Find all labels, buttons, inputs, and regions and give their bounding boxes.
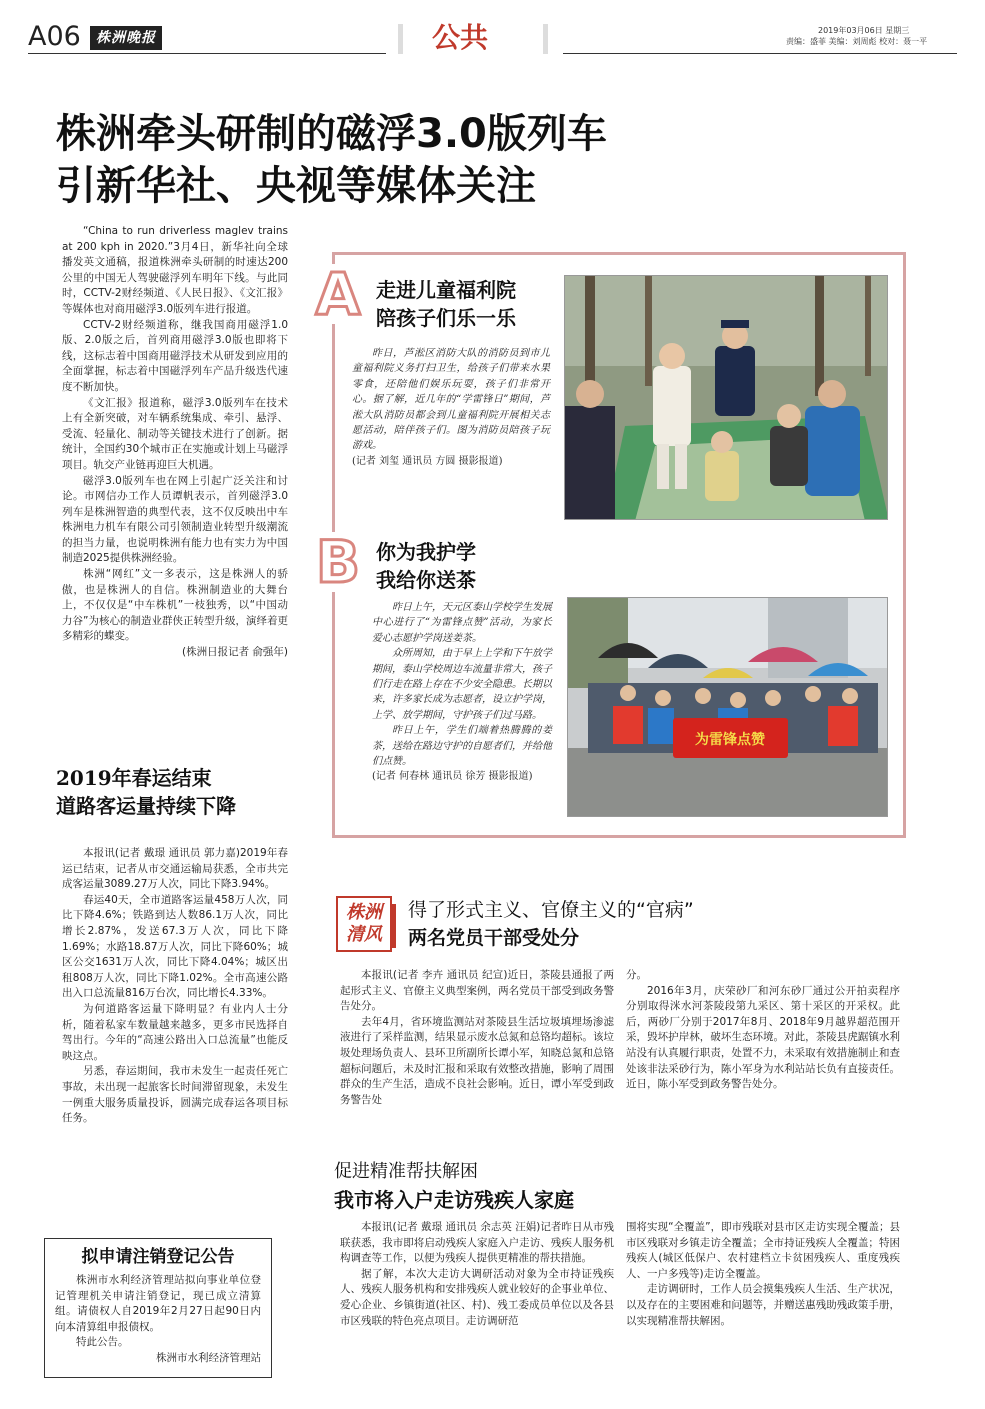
lead-paragraph: “China to run driverless maglev trains at 200 kph in 2020.”3月4日，新华社向全球播发英文通稿，报道株洲牵头研制的时速达200公里的中国无人驾驶磁浮列车明年下线。与此同时，CCTV-2财经频道、《人民日报》、《文汇报》等媒体也对商用磁浮3.0版列车进行报道。 <box>62 225 288 315</box>
qingfeng-badge-text: 株洲清风 <box>346 902 382 945</box>
notice-paragraph: 特此公告。 <box>76 1336 129 1349</box>
feature-b-photo-art <box>568 598 888 817</box>
feature-a-headline-line2: 陪孩子们乐一乐 <box>376 306 516 330</box>
header-divider-left <box>398 24 403 54</box>
feature-a-headline <box>376 276 516 332</box>
disabled-headline-line2: 我市将入户走访残疾人家庭 <box>334 1188 574 1212</box>
spring-paragraph: 本报讯(记者 戴璟 通讯员 郭力嘉)2019年春运已结束，记者从市交通运输局获悉，全市共完成客运量3089.27万人次，同比下降3.94%。 <box>62 847 288 891</box>
guanbing-headline-line1: 得了形式主义、官僚主义的“官病” <box>408 899 694 921</box>
feature-a-photo-art <box>565 276 888 520</box>
feature-a-headline-line1: 走进儿童福利院 <box>376 278 516 302</box>
guanbing-paragraph: 去年4月，省环境监测站对茶陵县生活垃圾填埋场渗滤液进行了采样监测，结果显示废水总氮和总铬均超标。该垃圾处理场负责人、县环卫所副所长谭小军，知晓总氮和总铬超标问题后，未及时汇报和采取有效整改措施，影响了周围群众的生产生活，造成不良社会影响。近日，谭小军受到政务警告处 <box>340 1015 614 1106</box>
notice-signer: 株洲市水利经济管理站 <box>156 1351 261 1364</box>
header-divider-right <box>543 24 548 54</box>
guanbing-headline-line2: 两名党员干部受处分 <box>408 927 580 949</box>
masthead-logo: 株洲晚报 <box>90 26 162 50</box>
lead-paragraph: 《文汇报》报道称，磁浮3.0版列车在技术上有全新突破，对车辆系统集成、牵引、悬浮、受流、轻量化、制动等关键技术进行了创新。据统计，全国约30个城市正在实施或计划上马磁浮项目。轨交产业链再迎巨大机遇。 <box>62 396 288 471</box>
qingfeng-badge-bar <box>392 904 396 948</box>
spring-paragraph: 春运40天，全市道路客运量458万人次，同比下降4.6%；铁路到达人数86.1万人次，同比增长2.87%，发送67.3万人次，同比下降1.69%；水路18.87万人次，同比下降60%；城区公交1631万人次，同比下降4.04%；城区出租808万人次，同比下降1.02%。全市高速公路出入口总流量816万台次，同比增长4.33%。 <box>62 893 288 1000</box>
editor-credits: 责编：盛菲 美编：刘周彪 校对：聂一平 <box>786 37 928 46</box>
disabled-col1 <box>340 1220 614 1329</box>
guanbing-paragraph: 2016年3月，庆荣砂厂和河东砂厂通过公开拍卖程序分别取得洣水河茶陵段第九采区、第十采区的开采权。此后，两砂厂分别于2017年8月、2018年9月越界超范围开采，毁坏护岸林，破坏生态环境。对此，茶陵县虎踞镇水利站没有认真履行职责，处置不力，未采取有效措施制止和查处该非法采砂行为，陈小军身为水利站站长负有直接责任。近日，陈小军受到政务警告处分。 <box>626 984 900 1091</box>
page-number: A06 <box>28 21 81 52</box>
feature-a-byline: (记者 刘玺 通讯员 方圆 摄影报道) <box>352 455 503 467</box>
lead-paragraph: 株洲“网红”文一多表示，这是株洲人的骄傲，也是株洲人的自信。株洲制造业的大舞台上，不仅仅是“中车株机”一枝独秀，以“中国动力谷”为核心的制造业群侠正转型升级，演绎着更多精彩的蝶变。 <box>62 568 288 643</box>
lead-paragraph: 磁浮3.0版列车也在网上引起广泛关注和讨论。市网信办工作人员谭帆表示，首列磁浮3.0列车是株洲智造的典型代表，这不仅反映出中车株洲电力机车有限公司引领制造业转型升级潮流的担当力量，也说明株洲有能力也有实力为中国制造2025提供株洲经验。 <box>62 474 288 565</box>
guanbing-headline <box>408 896 694 952</box>
feature-b-letter: B <box>310 532 366 592</box>
guanbing-paragraph: 本报讯(记者 李卉 通讯员 纪宣)近日，茶陵县通报了两起形式主义、官僚主义典型案例，两名党员干部受到政务警告处分。 <box>340 969 614 1013</box>
feature-b-paragraph: 昨日上午，学生们端着热腾腾的姜茶，送给在路边守护的自愿者们，并给他们点赞。 <box>372 725 552 768</box>
feature-b-photo <box>567 597 888 817</box>
lead-article-body <box>62 224 288 661</box>
spring-paragraph: 另悉，春运期间，我市未发生一起责任死亡事故，未出现一起旅客长时间滞留现象，未发生一例重大服务质量投诉，圆满完成春运各项目标任务。 <box>62 1065 288 1125</box>
header-rule-right <box>563 53 957 54</box>
feature-a-letter: A <box>310 264 366 324</box>
spring-headline <box>56 764 236 820</box>
guanbing-paragraph: 分。 <box>626 969 647 981</box>
lead-headline-line1: 株洲牵头研制的磁浮3.0版列车 <box>56 111 607 157</box>
disabled-paragraph: 据了解，本次大走访大调研活动对象为全市持证残疾人、残疾人服务机构和安排残疾人就业较好的企事业单位、爱心企业、乡镇街道(社区、村)、残工委成员单位以及各县市区残联的特色亮点项目。走访调研范 <box>340 1267 614 1327</box>
disabled-headline <box>334 1158 574 1214</box>
qingfeng-badge <box>336 896 392 952</box>
lead-headline-line2: 引新华社、央视等媒体关注 <box>56 163 536 209</box>
feature-b-banner-text: 为雷锋点赞 <box>695 732 765 748</box>
lead-headline <box>56 108 607 212</box>
feature-b-paragraph: 昨日上午，天元区泰山学校学生发展中心进行了“为雷锋点赞”活动，为家长爱心志愿护学岗送姜茶。 <box>372 602 552 644</box>
disabled-paragraph: 围将实现“全覆盖”，即市残联对县市区走访实现全覆盖；县市区残联对乡镇走访全覆盖；全市持证残疾人全覆盖；特困残疾人(城区低保户、农村建档立卡贫困残疾人、重度残疾人、一户多残等)走访全覆盖。 <box>626 1221 900 1280</box>
feature-a-photo <box>564 275 888 520</box>
feature-b-headline-line1: 你为我护学 <box>376 540 476 564</box>
spring-headline-line1: 2019年春运结束 <box>56 766 212 790</box>
lead-byline: (株洲日报记者 俞强年) <box>181 646 288 659</box>
section-title: 公共 <box>432 21 489 54</box>
disabled-col2 <box>626 1220 900 1329</box>
notice-paragraph: 株洲市水利经济管理站拟向事业单位登记管理机关申请注销登记，现已成立清算组。请债权人自2019年2月27日起90日内向本清算组申报债权。 <box>55 1274 261 1333</box>
disabled-paragraph: 走访调研时，工作人员会摸集残疾人生活、生产状况，以及存在的主要困难和问题等，并赠送惠残助残政策手册，以实现精准帮扶解困。 <box>626 1283 900 1327</box>
lead-paragraph: CCTV-2财经频道称，继我国商用磁浮1.0版、2.0版之后，首列商用磁浮3.0版也即将下线，这标志着中国商用磁浮技术从研发到应用的全面掌握，标志着中国磁浮列车产品升级迭代速度不断加快。 <box>62 318 288 393</box>
spring-headline-line2: 道路客运量持续下降 <box>56 794 236 818</box>
notice-box <box>44 1238 272 1378</box>
spring-paragraph: 为何道路客运量下降明显？有业内人士分析，随着私家车数量越来越多，更多市民选择自驾出行。今年的“高速公路出入口总流量”也能反映这点。 <box>62 1002 288 1062</box>
header-rule-left <box>28 53 386 54</box>
feature-a-body <box>352 346 550 469</box>
feature-b-headline <box>376 538 476 594</box>
feature-a-paragraph: 昨日，芦淞区消防大队的消防员到市儿童福利院义务打扫卫生，给孩子们带来水果零食，还陪他们娱乐玩耍，孩子们非常开心。据了解，近几年的“学雷锋日”期间，芦淞大队消防员都会到儿童福利院开展相关志愿活动，陪伴孩子们。图为消防员陪孩子玩游戏。 <box>352 348 550 452</box>
guanbing-col2 <box>626 968 900 1093</box>
disabled-paragraph: 本报讯(记者 戴璟 通讯员 余志英 汪娟)记者昨日从市残联获悉，我市即将启动残疾人家庭入户走访、残疾人服务机构调查等工作，以便为残疾人提供更精准的帮扶措施。 <box>340 1221 614 1265</box>
feature-b-byline: (记者 何春林 通讯员 徐芳 摄影报道) <box>372 771 533 783</box>
notice-body <box>55 1273 261 1367</box>
disabled-headline-line1: 促进精准帮扶解困 <box>334 1161 478 1182</box>
guanbing-col1 <box>340 968 614 1108</box>
feature-b-headline-line2: 我给你送茶 <box>376 568 476 592</box>
feature-b-paragraph: 众所周知，由于早上上学和下午放学期间，泰山学校周边车流量非常大，孩子们行走在路上存在不少安全隐患。长期以来，许多家长成为志愿者，设立护学岗，上学、放学期间，守护孩子们过马路。 <box>372 648 552 721</box>
spring-article-body <box>62 846 288 1127</box>
notice-title: 拟申请注销登记公告 <box>81 1247 235 1267</box>
issue-date: 2019年03月06日 星期三 <box>818 26 910 35</box>
feature-b-body <box>372 600 552 785</box>
